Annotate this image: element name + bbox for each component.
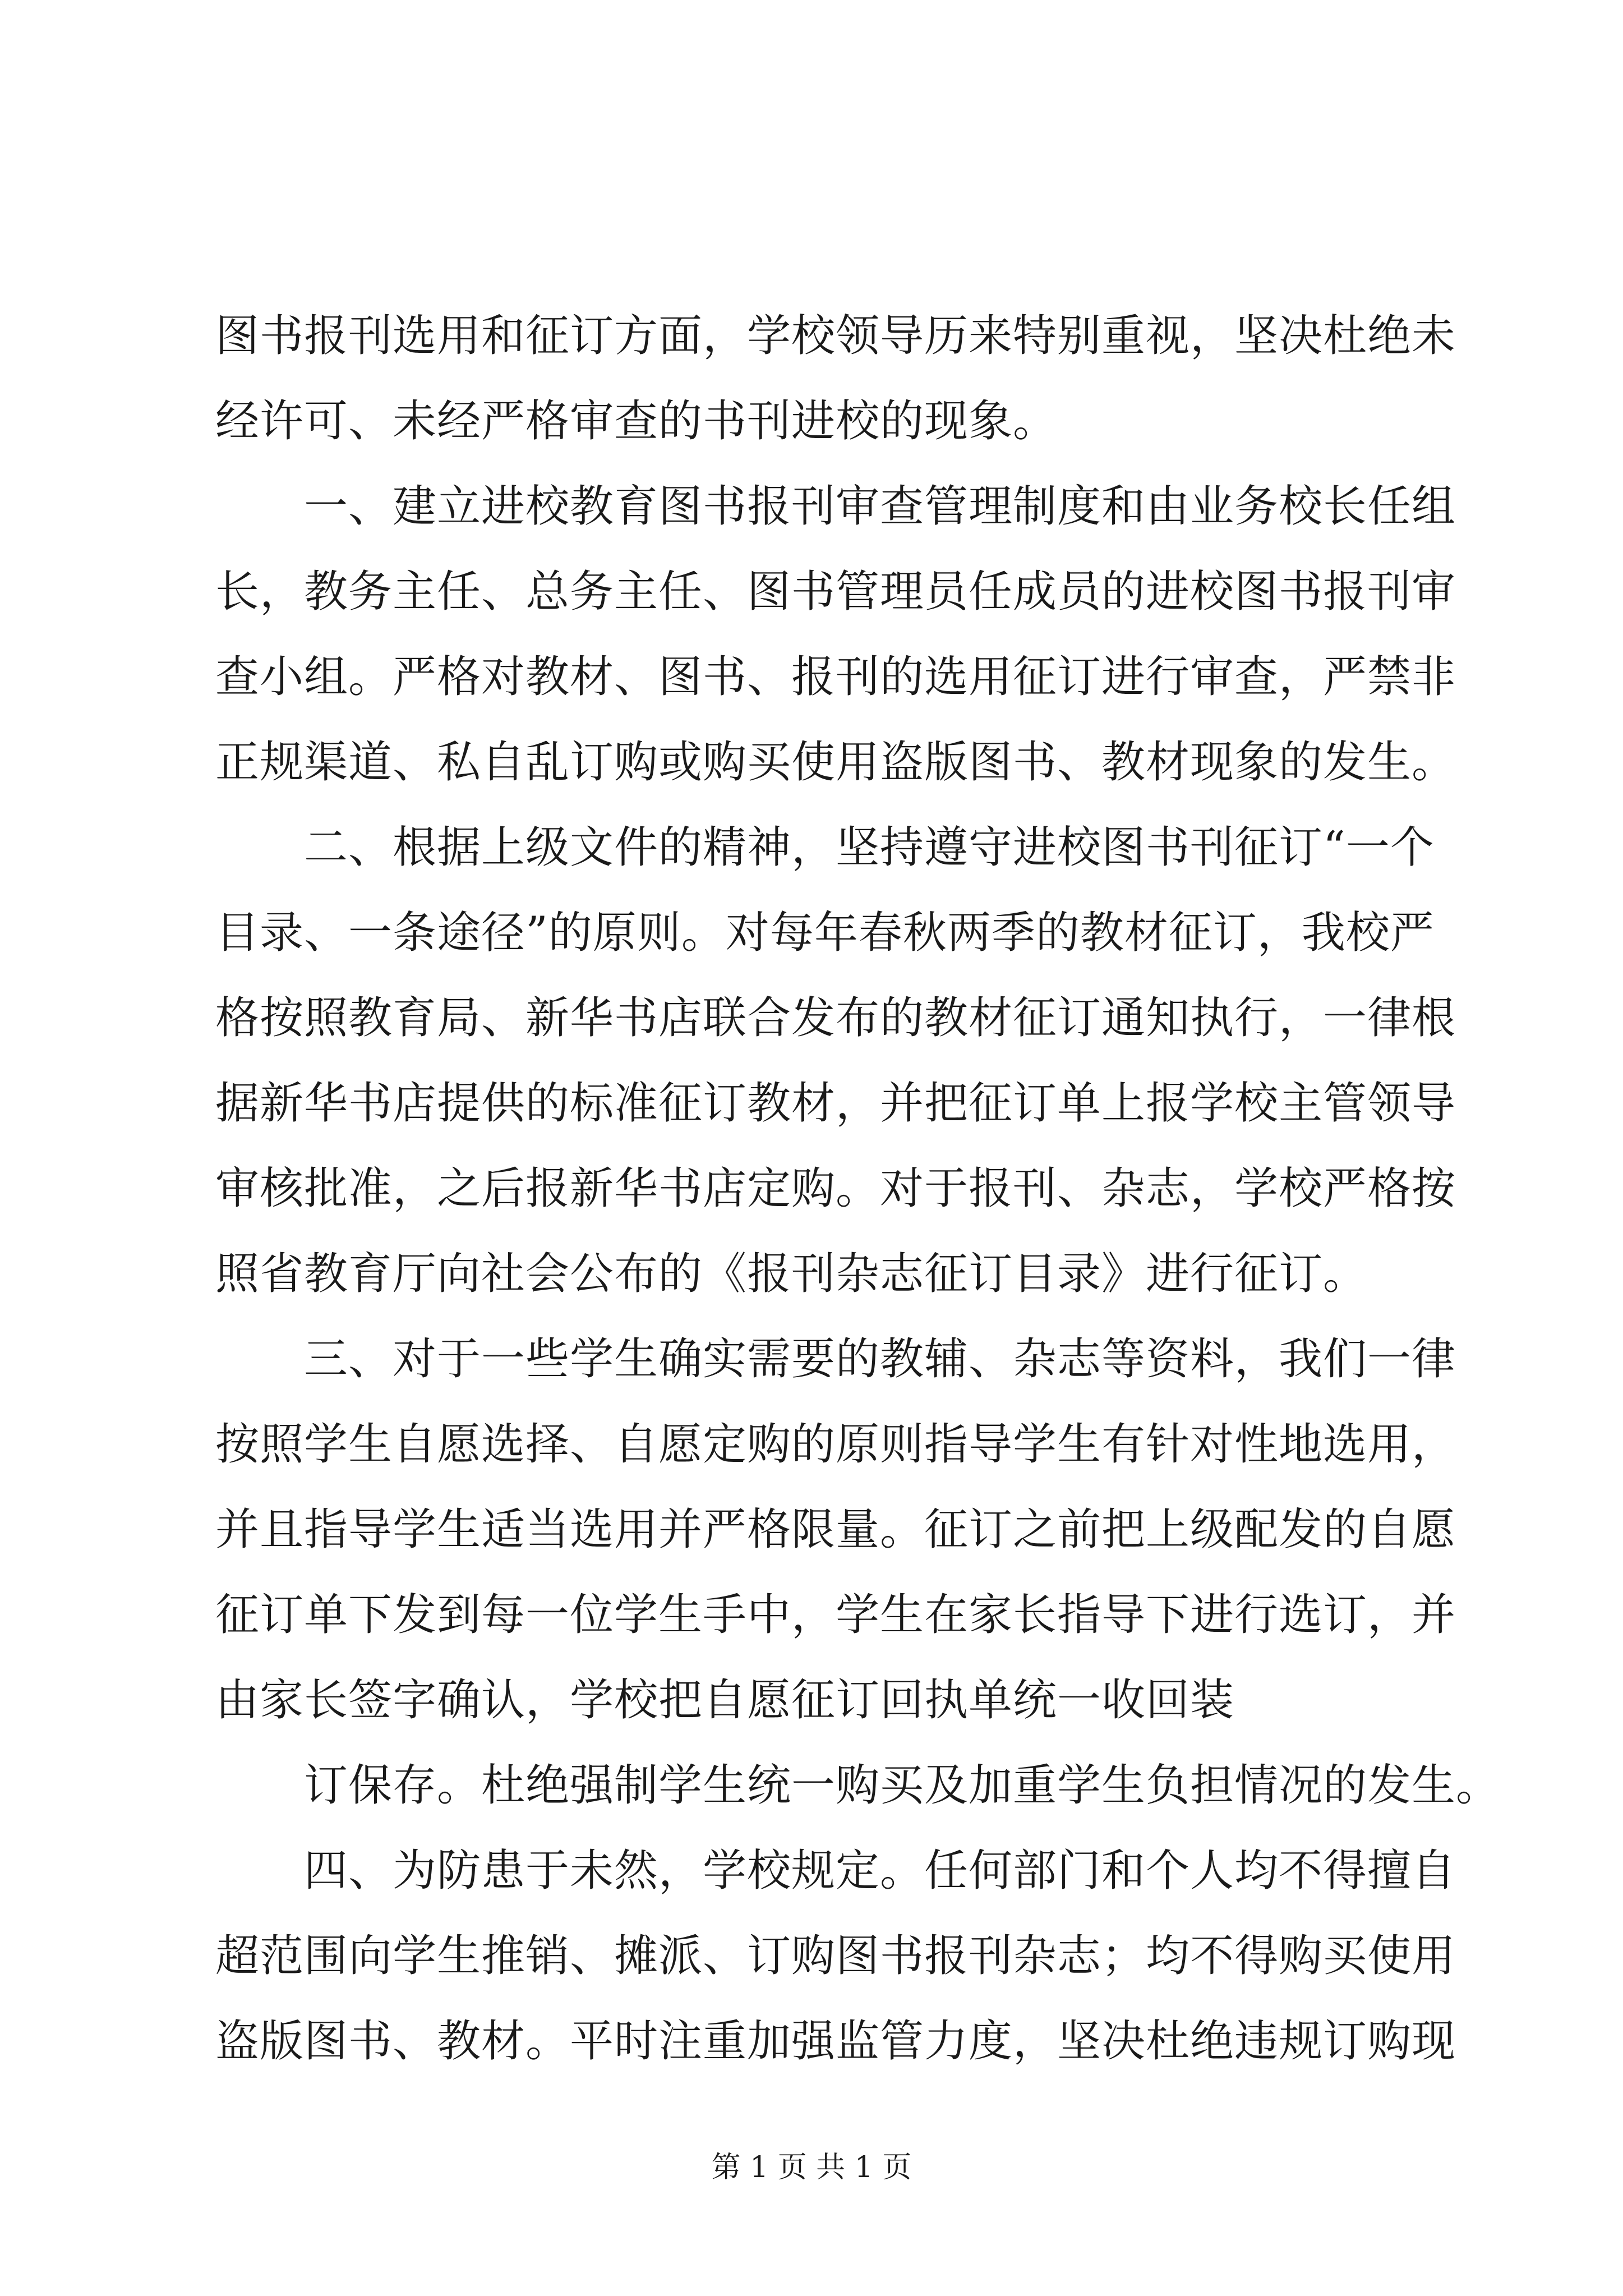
body-text-line: 经许可、未经严格审查的书刊进校的现象。 bbox=[215, 396, 1058, 447]
body-text-line: 并且指导学生适当选用并严格限量。征订之前把上级配发的自愿 bbox=[215, 1504, 1456, 1555]
body-text-line: 长，教务主任、总务主任、图书管理员任成员的进校图书报刊审 bbox=[215, 567, 1456, 617]
page-number-footer: 第 1 页 共 1 页 bbox=[711, 2151, 912, 2184]
body-text-line: 格按照教育局、新华书店联合发布的教材征订通知执行，一律根 bbox=[215, 993, 1456, 1043]
body-text-line: 由家长签字确认，学校把自愿征订回执单统一收回装 bbox=[215, 1675, 1235, 1726]
body-text-line: 审核批准，之后报新华书店定购。对于报刊、杂志，学校严格按 bbox=[215, 1163, 1456, 1214]
body-text-line: 查小组。严格对教材、图书、报刊的选用征订进行审查，严禁非 bbox=[215, 652, 1456, 702]
body-text-line: 订保存。杜绝强制学生统一购买及加重学生负担情况的发生。 bbox=[215, 1760, 1501, 1811]
body-text-line: 一、建立进校教育图书报刊审查管理制度和由业务校长任组 bbox=[215, 481, 1456, 532]
body-text-line: 二、根据上级文件的精神，坚持遵守进校图书刊征订“一个 bbox=[215, 822, 1435, 873]
body-text-line: 超范围向学生推销、摊派、订购图书报刊杂志；均不得购买使用 bbox=[215, 1931, 1456, 1981]
body-text-line: 三、对于一些学生确实需要的教辅、杂志等资料，我们一律 bbox=[215, 1334, 1456, 1384]
body-text-line: 正规渠道、私自乱订购或购买使用盗版图书、教材现象的发生。 bbox=[215, 737, 1456, 788]
body-text-line: 盗版图书、教材。平时注重加强监管力度，坚决杜绝违规订购现 bbox=[215, 2016, 1456, 2067]
body-text-line: 据新华书店提供的标准征订教材，并把征订单上报学校主管领导 bbox=[215, 1078, 1456, 1129]
body-text-line: 图书报刊选用和征订方面，学校领导历来特别重视，坚决杜绝未 bbox=[215, 311, 1456, 361]
body-text-line: 四、为防患于未然，学校规定。任何部门和个人均不得擅自 bbox=[215, 1846, 1456, 1896]
body-text-line: 目录、一条途径”的原则。对每年春秋两季的教材征订，我校严 bbox=[215, 908, 1435, 958]
body-text-line: 按照学生自愿选择、自愿定购的原则指导学生有针对性地选用， bbox=[215, 1419, 1456, 1470]
body-text-line: 照省教育厅向社会公布的《报刊杂志征订目录》进行征订。 bbox=[215, 1249, 1368, 1299]
body-text-line: 征订单下发到每一位学生手中，学生在家长指导下进行选订，并 bbox=[215, 1590, 1456, 1640]
